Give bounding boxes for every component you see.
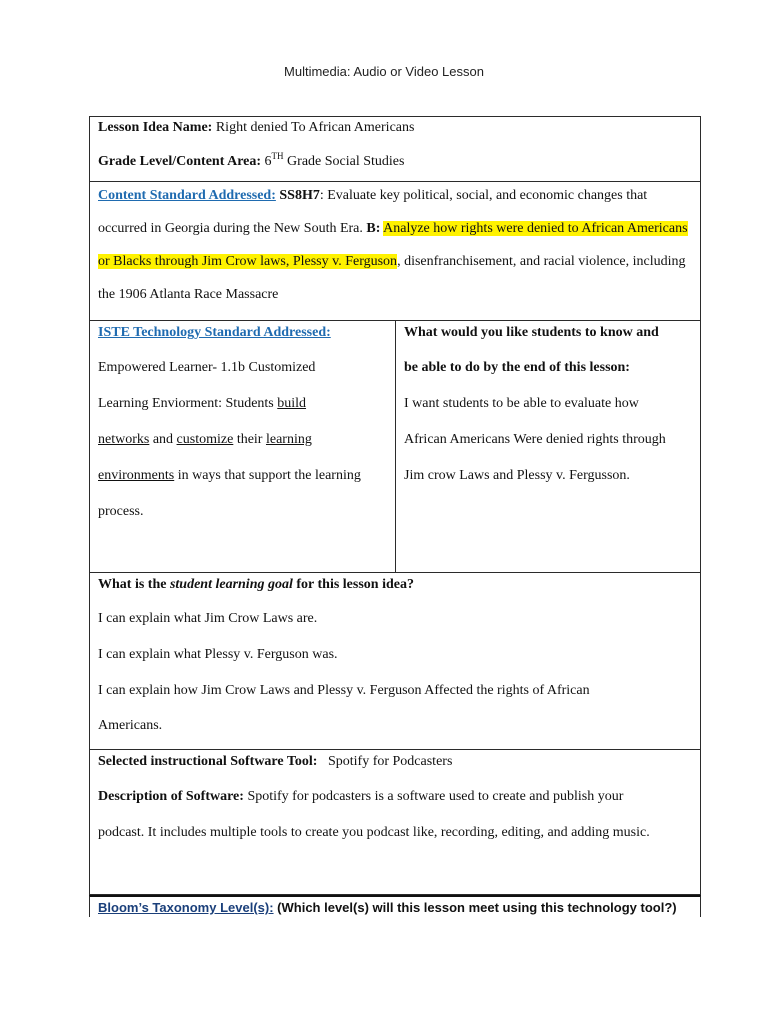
standard-text-1: : Evaluate key political, social, and economic changes that (319, 188, 648, 203)
objective-question-1: What would you like students to know and (404, 325, 659, 340)
iste-line4 (98, 468, 361, 484)
iste-label-line (98, 325, 331, 341)
bloom-line (98, 900, 677, 915)
objective-answer-3: Jim crow Laws and Plessy v. Fergusson. (404, 468, 630, 483)
standard-b-label: B: (366, 221, 381, 236)
iste-environments-word: environments (98, 468, 175, 483)
objective-column (396, 321, 700, 572)
grade-line (98, 151, 405, 170)
standard-code: SS8H7 (279, 188, 320, 203)
learning-goal-item: I can explain what Jim Crow Laws are. (98, 611, 318, 626)
objective-answer-2: African Americans Were denied rights through (404, 432, 666, 447)
bloom-question: (Which level(s) will this lesson meet using this technology tool?) (277, 900, 677, 915)
learning-goal-item: I can explain how Jim Crow Laws and Plessy v. Ferguson Affected the rights of African (98, 683, 590, 698)
grade-superscript: TH (271, 151, 284, 161)
standard-text-3: , disenfranchisement, and racial violence, including (397, 254, 686, 269)
goal-question-post: for this lesson idea? (296, 577, 414, 592)
standard-text-2: occurred in Georgia during the New South Era. (98, 221, 363, 236)
content-standard-row (89, 182, 701, 321)
iste-customize-word: customize (176, 432, 234, 447)
iste-line5 (98, 504, 144, 520)
software-tool-value: Spotify for Podcasters (327, 754, 453, 769)
standard-text-4: the 1906 Atlanta Race Massacre (98, 287, 279, 302)
iste-text-5: process. (98, 504, 144, 519)
lesson-plan-table (89, 116, 701, 917)
objective-answer-1: I want students to be able to evaluate how (404, 396, 639, 411)
software-desc-text-1: Spotify for podcasters is a software used to create and publish your (247, 789, 624, 804)
bloom-row (89, 895, 701, 917)
content-standard-line1 (98, 188, 647, 204)
learning-goal-item: Americans. (98, 718, 163, 733)
iste-line1 (98, 360, 315, 376)
lesson-name-label: Lesson Idea Name: (98, 120, 213, 135)
software-tool-label: Selected instructional Software Tool: (98, 754, 318, 769)
bloom-label: Bloom’s Taxonomy Level(s): (98, 900, 274, 915)
lesson-name-line (98, 120, 414, 136)
iste-column (90, 321, 396, 572)
iste-text-4: in ways that support the learning (177, 468, 361, 483)
grade-number: 6 (264, 154, 272, 169)
software-desc-line2: podcast. It includes multiple tools to create you podcast like, recording, editing, and adding music. (98, 825, 650, 840)
goal-question-pre: What is the (98, 577, 167, 592)
standard-highlight-2: or Blacks through Jim Crow laws, Plessy v. Ferguson (98, 254, 398, 269)
document-title: Multimedia: Audio or Video Lesson (284, 64, 484, 79)
goal-question-italic: student learning goal (169, 577, 293, 592)
iste-text-1: Empowered Learner- 1.1b Customized (98, 360, 316, 375)
content-standard-line2 (98, 221, 688, 237)
lesson-info-row (89, 116, 701, 182)
objective-question-2: be able to do by the end of this lesson: (404, 360, 630, 375)
software-desc-label: Description of Software: (98, 789, 244, 804)
iste-text-2: Learning Enviorment: Students (98, 396, 274, 411)
content-standard-line4 (98, 287, 278, 303)
software-desc-line1 (98, 789, 623, 805)
grade-label: Grade Level/Content Area: (98, 154, 262, 169)
iste-learning-word: learning (265, 432, 312, 447)
iste-objective-row (89, 321, 701, 573)
iste-and-word: and (152, 432, 174, 447)
learning-goal-row (89, 573, 701, 750)
content-standard-link[interactable]: Content Standard Addressed: (98, 188, 276, 203)
iste-line2 (98, 396, 306, 412)
iste-standard-link[interactable]: ISTE Technology Standard Addressed: (98, 325, 331, 340)
iste-networks-word: networks (98, 432, 150, 447)
software-tool-line (98, 754, 452, 770)
software-row (89, 750, 701, 895)
learning-goal-question (98, 577, 414, 593)
learning-goal-item: I can explain what Plessy v. Ferguson was. (98, 647, 338, 662)
iste-build-word: build (277, 396, 307, 411)
content-standard-line3 (98, 254, 686, 270)
iste-line3 (98, 432, 312, 448)
standard-highlight-1: Analyze how rights were denied to African Americans (383, 221, 688, 236)
iste-their-word: their (236, 432, 263, 447)
grade-value: Grade Social Studies (287, 154, 405, 169)
lesson-name-value: Right denied To African Americans (215, 120, 415, 135)
